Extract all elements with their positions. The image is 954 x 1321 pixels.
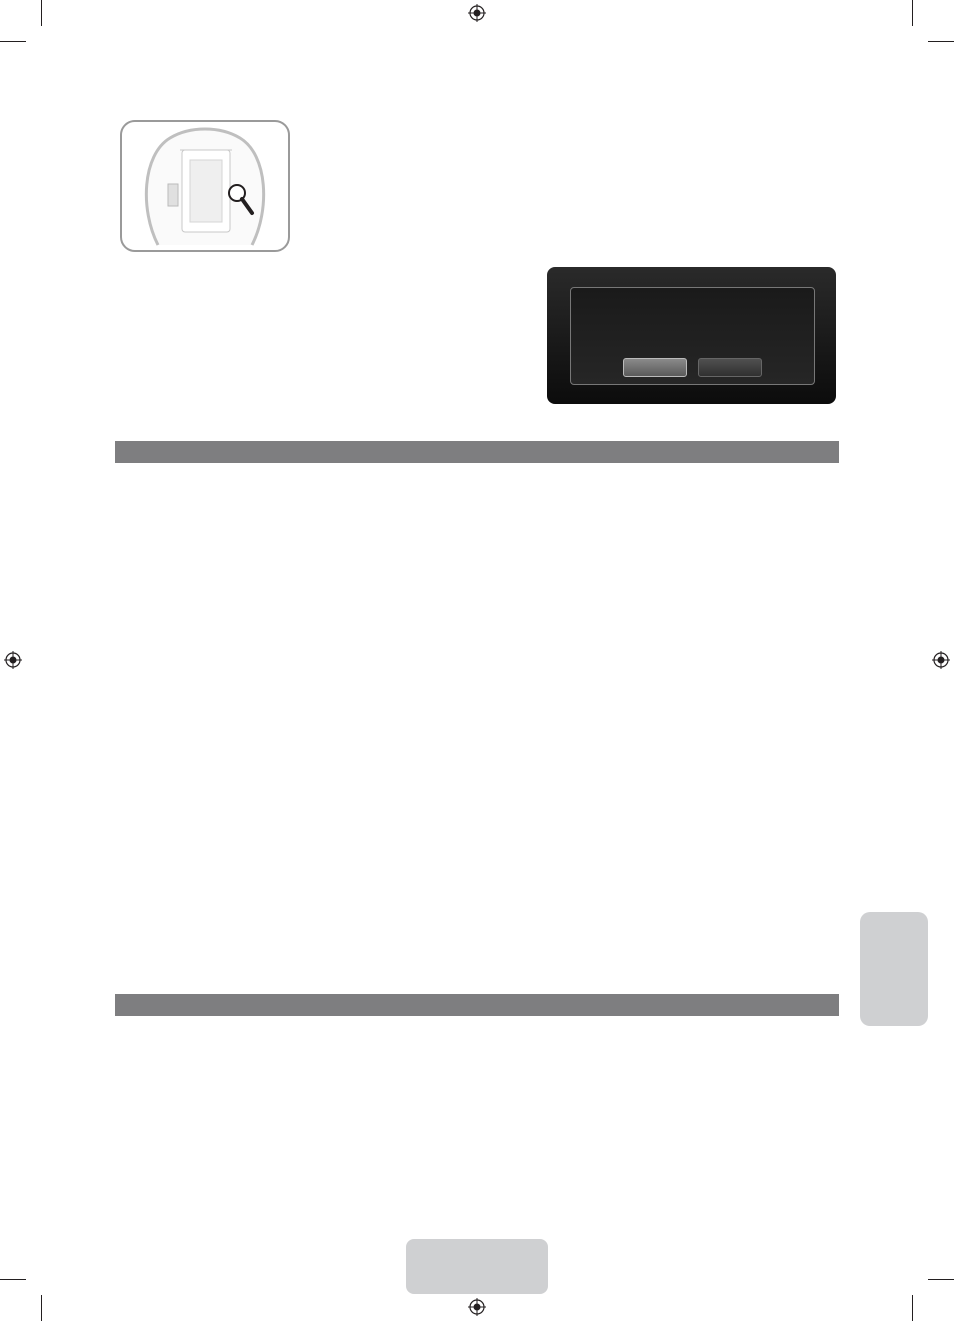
dialog-ok-button[interactable]	[623, 358, 687, 377]
crop-mark	[928, 1279, 954, 1280]
crop-mark	[912, 0, 913, 26]
dialog-cancel-button[interactable]	[698, 358, 762, 377]
crop-mark	[912, 1295, 913, 1321]
crop-mark	[0, 1279, 26, 1280]
page-number-tab	[406, 1239, 548, 1294]
ir-blaster-illustration	[120, 120, 290, 252]
ir-blaster-dialog	[570, 287, 815, 385]
registration-mark-icon	[932, 651, 950, 669]
crop-mark	[41, 0, 42, 26]
crop-mark	[928, 41, 954, 42]
registration-mark-icon	[4, 651, 22, 669]
tv-screen	[547, 267, 836, 404]
language-side-tab	[860, 912, 928, 1026]
registration-mark-icon	[468, 4, 486, 22]
registration-mark-icon	[468, 1298, 486, 1316]
crop-mark	[0, 41, 26, 42]
section-heading	[115, 994, 839, 1016]
section-heading	[115, 441, 839, 463]
crop-mark	[41, 1295, 42, 1321]
